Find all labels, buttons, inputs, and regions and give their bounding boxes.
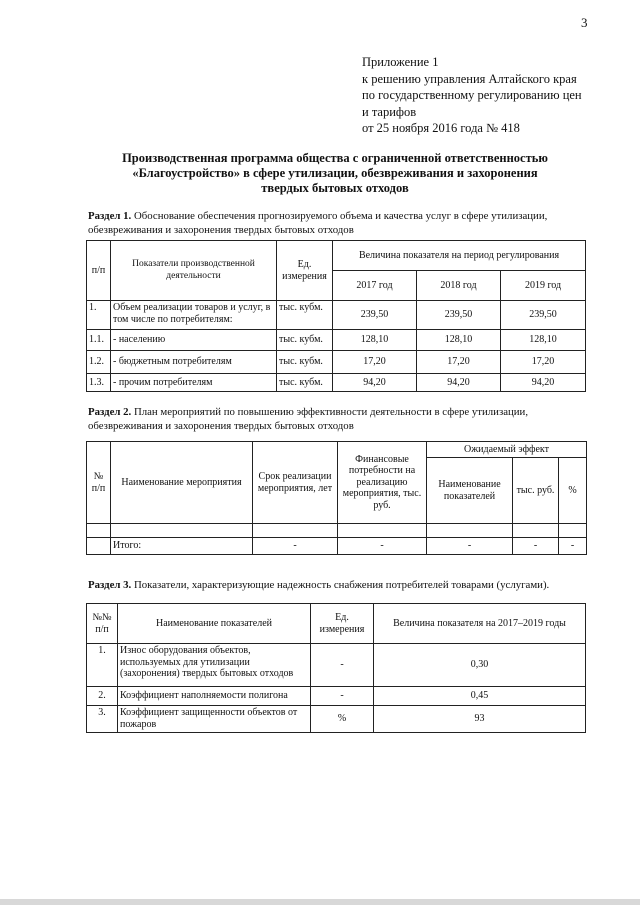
row-value: 239,50 xyxy=(333,301,417,330)
title-line: «Благоустройство» в сфере утилизации, обезвреживания и захоронения xyxy=(132,166,538,180)
row-value: 94,20 xyxy=(333,374,417,392)
row-num: 1.1. xyxy=(87,330,111,351)
section2-label: Раздел 2. xyxy=(88,406,132,418)
row-value: 128,10 xyxy=(501,330,586,351)
header-num: № п/п xyxy=(87,442,111,524)
table-row xyxy=(87,330,586,351)
header-name: Наименование показателей xyxy=(118,604,311,644)
row-value: 94,20 xyxy=(501,374,586,392)
header-effect-pct: % xyxy=(559,458,587,524)
section1-table xyxy=(86,240,586,392)
row-unit: % xyxy=(311,706,374,733)
row-num: 1. xyxy=(87,301,111,330)
appendix-line: от 25 ноября 2016 года № 418 xyxy=(362,121,520,135)
header-indicator: Показатели производственной деятельности xyxy=(111,241,277,301)
appendix-line: к решению управления Алтайского края xyxy=(362,71,577,86)
title-line: Производственная программа общества с ограниченной ответственностью xyxy=(122,151,548,165)
appendix-line: и тарифов xyxy=(362,104,417,119)
row-unit: тыс. кубм. xyxy=(277,374,333,392)
row-num: 1. xyxy=(87,644,118,687)
section1-heading xyxy=(88,209,588,237)
row-unit: - xyxy=(311,687,374,706)
section1-label: Раздел 1. xyxy=(88,210,132,222)
header-unit: Ед. измерения xyxy=(277,241,333,301)
row-unit: тыс. кубм. xyxy=(277,330,333,351)
appendix-line: по государственному регулированию цен xyxy=(362,88,582,102)
header-num: п/п xyxy=(87,241,111,301)
appendix-line: Приложение 1 xyxy=(362,55,439,69)
row-value: 94,20 xyxy=(417,374,501,392)
section3-label: Раздел 3. xyxy=(88,579,132,591)
title-line: твердых бытовых отходов xyxy=(261,181,409,195)
row-name: - прочим потребителям xyxy=(111,374,277,392)
row-value: 128,10 xyxy=(333,330,417,351)
page-number: 3 xyxy=(581,15,588,30)
header-period: Величина показателя на период регулирования xyxy=(333,241,586,271)
header-effect-name: Наименование показателей xyxy=(427,458,513,524)
row-value: 17,20 xyxy=(417,351,501,374)
row-name: Объем реализации товаров и услуг, в том числе по потребителям: xyxy=(111,301,277,330)
row-num: 2. xyxy=(87,687,118,706)
section3-table xyxy=(86,603,586,733)
total-value: - xyxy=(338,538,427,555)
header-effect-rub: тыс. руб. xyxy=(513,458,559,524)
row-unit: тыс. кубм. xyxy=(277,301,333,330)
header-name: Наименование мероприятия xyxy=(111,442,253,524)
row-value: 93 xyxy=(374,706,586,733)
header-year-2017: 2017 год xyxy=(333,271,417,301)
section1-text: Обоснование обеспечения прогнозируемого объема и качества услуг в сфере утилизации, обезвреживания и захоронения твердых бытовых отходов xyxy=(88,210,548,236)
table-row xyxy=(87,374,586,392)
section3-heading xyxy=(88,578,588,592)
total-value: - xyxy=(513,538,559,555)
row-unit: тыс. кубм. xyxy=(277,351,333,374)
total-value: - xyxy=(427,538,513,555)
section2-heading xyxy=(88,405,588,433)
table-row xyxy=(87,687,586,706)
header-num: №№ п/п xyxy=(87,604,118,644)
row-value: 0,30 xyxy=(374,644,586,687)
scan-edge xyxy=(0,899,640,905)
header-unit: Ед. измерения xyxy=(311,604,374,644)
row-value: 17,20 xyxy=(501,351,586,374)
table-row-total xyxy=(87,538,587,555)
row-num: 3. xyxy=(87,706,118,733)
row-name: - бюджетным потребителям xyxy=(111,351,277,374)
row-value: 17,20 xyxy=(333,351,417,374)
row-value: 239,50 xyxy=(501,301,586,330)
header-year-2018: 2018 год xyxy=(417,271,501,301)
row-num: 1.2. xyxy=(87,351,111,374)
section3-text: Показатели, характеризующие надежность снабжения потребителей товарами (услугами). xyxy=(133,579,550,591)
header-value: Величина показателя на 2017–2019 годы xyxy=(374,604,586,644)
row-value: 239,50 xyxy=(417,301,501,330)
section2-text: План мероприятий по повышению эффективности деятельности в сфере утилизации, обезвреживания и захоронения твердых бытовых отходов xyxy=(88,406,529,432)
total-value: - xyxy=(559,538,587,555)
document-title xyxy=(95,151,575,196)
table-row-empty xyxy=(87,524,587,538)
header-finance: Финансовые потребности на реализацию мероприятия, тыс. руб. xyxy=(338,442,427,524)
header-year-2019: 2019 год xyxy=(501,271,586,301)
table-row xyxy=(87,351,586,374)
table-row xyxy=(87,706,586,733)
row-num: 1.3. xyxy=(87,374,111,392)
row-name: Коэффициент наполняемости полигона xyxy=(118,687,311,706)
section2-table xyxy=(86,441,587,555)
row-name: - населению xyxy=(111,330,277,351)
row-name: Коэффициент защищенности объектов от пожаров xyxy=(118,706,311,733)
appendix-block xyxy=(362,54,582,137)
row-name: Износ оборудования объектов, используемых для утилизации (захоронения) твердых бытовых отходов xyxy=(118,644,311,687)
row-value: 0,45 xyxy=(374,687,586,706)
row-value: 128,10 xyxy=(417,330,501,351)
row-unit: - xyxy=(311,644,374,687)
table-row xyxy=(87,644,586,687)
header-term: Срок реализации мероприятия, лет xyxy=(253,442,338,524)
table-row xyxy=(87,301,586,330)
total-label: Итого: xyxy=(111,538,253,555)
total-value: - xyxy=(253,538,338,555)
header-effect: Ожидаемый эффект xyxy=(427,442,587,458)
